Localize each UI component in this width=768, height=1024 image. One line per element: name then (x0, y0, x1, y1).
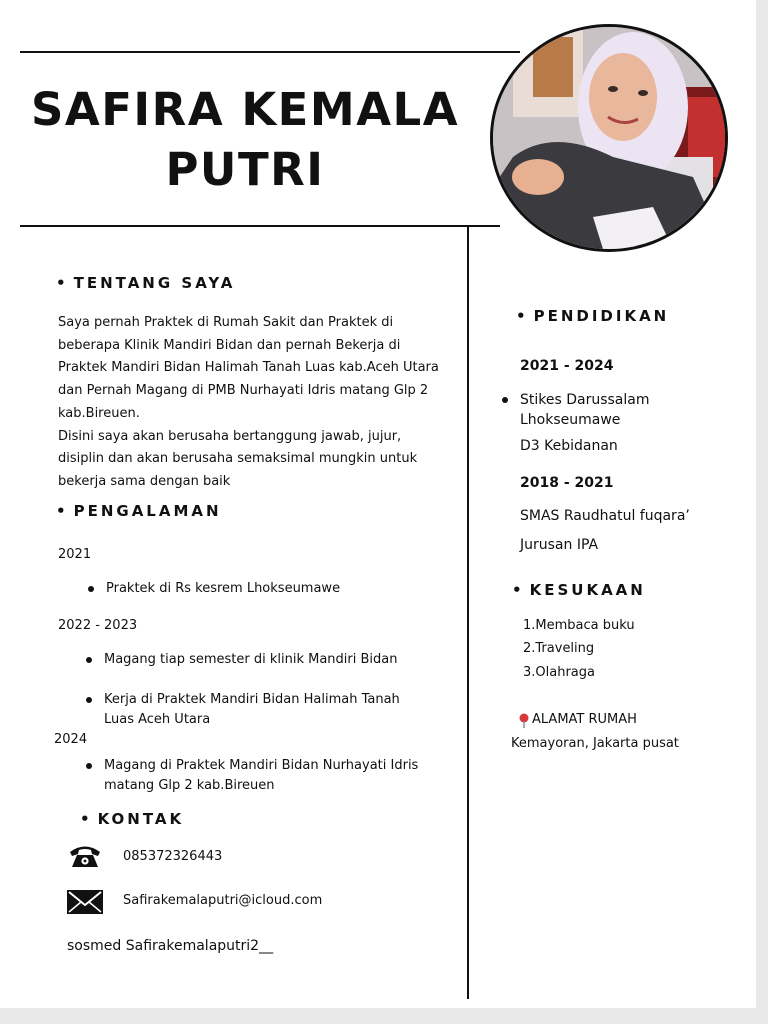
education-school: SMAS Raudhatul fuqara’ (520, 508, 690, 524)
resume-name (20, 80, 470, 200)
section-heading-pendidikan: • PENDIDIKAN (516, 307, 670, 325)
about-paragraph (58, 312, 448, 494)
bullet-dot: • (56, 502, 66, 520)
section-heading-kontak: • KONTAK (80, 810, 185, 828)
experience-year: 2024 (54, 732, 88, 747)
section-heading-kesukaan: • KESUKAAN (512, 581, 646, 599)
column-divider (467, 227, 469, 999)
experience-item: Magang tiap semester di klinik Mandiri Bidan (104, 650, 404, 670)
telephone-icon (68, 843, 102, 869)
experience-item: Praktek di Rs kesrem Lhokseumawe (106, 579, 436, 599)
experience-item: Magang di Praktek Mandiri Bidan Nurhayati Idris matang Glp 2 kab.Bireuen (104, 756, 434, 796)
pin-icon (518, 713, 530, 728)
address-label: ALAMAT RUMAH (532, 712, 637, 727)
bullet-dot: • (512, 581, 522, 599)
envelope-icon (67, 889, 103, 915)
experience-year: 2021 (58, 547, 92, 562)
about-paragraph-2: Disini saya akan berusaha bertanggung jawab, jujur, disiplin dan akan berusaha semaksimal mungkin untuk bekerja sama dengan baik (58, 428, 418, 489)
education-school: Stikes Darussalam Lhokseumawe (520, 390, 690, 430)
education-years: 2021 - 2024 (520, 358, 614, 374)
top-divider (20, 51, 520, 53)
bullet-dot: • (516, 307, 526, 325)
phone-number: 085372326443 (123, 849, 223, 864)
education-program: D3 Kebidanan (520, 438, 618, 454)
bullet-dot: • (56, 274, 66, 292)
experience-year: 2022 - 2023 (58, 618, 138, 633)
about-paragraph-1: Saya pernah Praktek di Rumah Sakit dan Praktek di beberapa Klinik Mandiri Bidan dan pernah Bekerja di Praktek Mandiri Bidan Halimah Tanah Luas kab.Aceh Utara dan Pernah Magang di PMB Nurhayati Idris matang Glp 2 kab.Bireuen. (58, 315, 439, 421)
section-heading-pengalaman: • PENGALAMAN (56, 502, 222, 520)
hobby-item: 1.Membaca buku (523, 618, 635, 633)
hobby-item: 2.Traveling (523, 641, 595, 656)
education-program: Jurusan IPA (520, 537, 599, 553)
name-line-1: SAFIRA KEMALA (30, 83, 460, 136)
education-years: 2018 - 2021 (520, 475, 614, 491)
social-media-handle: sosmed Safirakemalaputri2__ (67, 938, 274, 954)
experience-item: Kerja di Praktek Mandiri Bidan Halimah Tanah Luas Aceh Utara (104, 690, 404, 730)
profile-photo (490, 24, 728, 252)
email-address: Safirakemalaputri@icloud.com (123, 893, 323, 908)
header-divider (20, 225, 500, 227)
name-line-2: PUTRI (165, 143, 325, 196)
section-heading-tentang-saya: • TENTANG SAYA (56, 274, 236, 292)
bullet-dot: • (80, 810, 90, 828)
address-value: Kemayoran, Jakarta pusat (511, 736, 679, 751)
hobby-item: 3.Olahraga (523, 665, 595, 680)
